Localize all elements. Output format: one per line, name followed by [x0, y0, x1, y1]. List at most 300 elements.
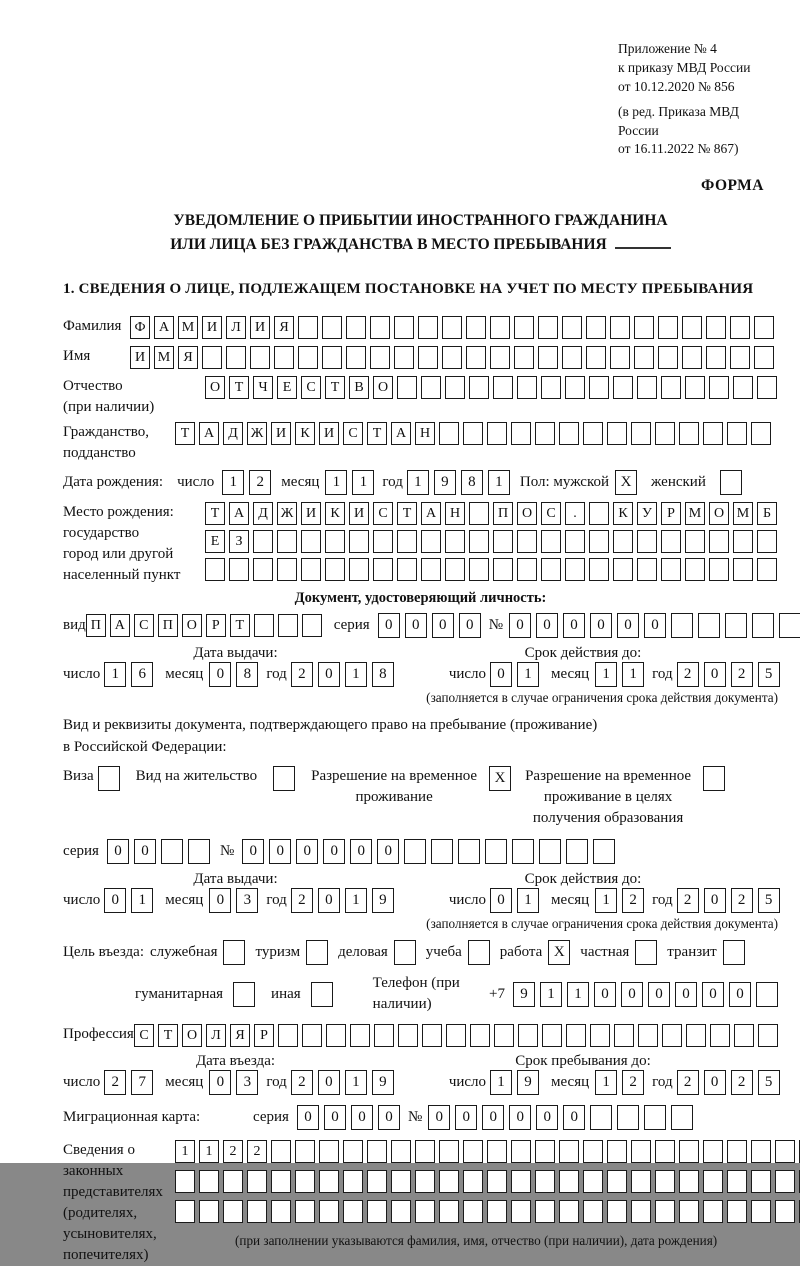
char-cell[interactable]: И	[130, 346, 150, 369]
char-cell[interactable]	[779, 613, 800, 638]
char-cell[interactable]	[397, 530, 417, 553]
char-cell[interactable]: С	[343, 422, 363, 445]
char-cell[interactable]: И	[250, 316, 270, 339]
char-cell[interactable]: 0	[104, 888, 126, 913]
char-cell[interactable]: 0	[318, 888, 340, 913]
char-cell[interactable]: 1	[567, 982, 589, 1007]
char-cell[interactable]: К	[613, 502, 633, 525]
char-cell[interactable]: О	[373, 376, 393, 399]
char-cell[interactable]: О	[709, 502, 729, 525]
char-cell[interactable]: 0	[509, 613, 531, 638]
char-cell[interactable]	[517, 530, 537, 553]
char-cell[interactable]	[586, 346, 606, 369]
char-cell[interactable]	[404, 839, 426, 864]
char-cell[interactable]	[757, 558, 777, 581]
char-cell[interactable]	[439, 1200, 459, 1223]
char-cell[interactable]	[421, 530, 441, 553]
purpose-humanitarian-checkbox[interactable]	[233, 982, 255, 1007]
char-cell[interactable]	[346, 316, 366, 339]
char-cell[interactable]: О	[517, 502, 537, 525]
char-cell[interactable]	[706, 346, 726, 369]
char-cell[interactable]: 0	[324, 1105, 346, 1130]
char-cell[interactable]	[253, 558, 273, 581]
char-cell[interactable]	[319, 1170, 339, 1193]
char-cell[interactable]: 0	[509, 1105, 531, 1130]
purpose-other-checkbox[interactable]	[311, 982, 333, 1007]
char-cell[interactable]	[446, 1024, 466, 1047]
char-cell[interactable]: 1	[352, 470, 374, 495]
char-cell[interactable]	[734, 1024, 754, 1047]
char-cell[interactable]: И	[301, 502, 321, 525]
char-cell[interactable]: К	[295, 422, 315, 445]
char-cell[interactable]	[271, 1140, 291, 1163]
char-cell[interactable]	[671, 1105, 693, 1130]
char-cell[interactable]: Д	[223, 422, 243, 445]
char-cell[interactable]: 5	[758, 662, 780, 687]
char-cell[interactable]	[518, 1024, 538, 1047]
char-cell[interactable]	[562, 316, 582, 339]
char-cell[interactable]	[661, 558, 681, 581]
char-cell[interactable]	[295, 1200, 315, 1223]
char-cell[interactable]	[634, 316, 654, 339]
char-cell[interactable]: 0	[209, 1070, 231, 1095]
char-cell[interactable]: 0	[704, 888, 726, 913]
char-cell[interactable]	[278, 1024, 298, 1047]
char-cell[interactable]	[494, 1024, 514, 1047]
char-cell[interactable]	[431, 839, 453, 864]
char-cell[interactable]	[490, 346, 510, 369]
char-cell[interactable]: 0	[617, 613, 639, 638]
char-cell[interactable]: 1	[325, 470, 347, 495]
char-cell[interactable]	[655, 1200, 675, 1223]
char-cell[interactable]	[493, 376, 513, 399]
char-cell[interactable]: Б	[757, 502, 777, 525]
char-cell[interactable]: 2	[677, 1070, 699, 1095]
char-cell[interactable]: Р	[254, 1024, 274, 1047]
char-cell[interactable]	[493, 530, 513, 553]
char-cell[interactable]: 0	[490, 888, 512, 913]
char-cell[interactable]	[463, 422, 483, 445]
char-cell[interactable]: 5	[758, 1070, 780, 1095]
char-cell[interactable]	[679, 1170, 699, 1193]
char-cell[interactable]: 0	[536, 1105, 558, 1130]
char-cell[interactable]: 2	[291, 888, 313, 913]
char-cell[interactable]	[511, 1200, 531, 1223]
char-cell[interactable]	[349, 558, 369, 581]
char-cell[interactable]	[254, 614, 274, 637]
char-cell[interactable]: 0	[432, 613, 454, 638]
char-cell[interactable]	[613, 376, 633, 399]
char-cell[interactable]	[367, 1170, 387, 1193]
char-cell[interactable]: 1	[517, 662, 539, 687]
purpose-work-checkbox[interactable]: X	[548, 940, 570, 965]
char-cell[interactable]	[730, 316, 750, 339]
char-cell[interactable]	[445, 558, 465, 581]
char-cell[interactable]: У	[637, 502, 657, 525]
char-cell[interactable]	[583, 422, 603, 445]
char-cell[interactable]: 0	[594, 982, 616, 1007]
char-cell[interactable]	[487, 1170, 507, 1193]
char-cell[interactable]	[517, 376, 537, 399]
char-cell[interactable]	[727, 422, 747, 445]
char-cell[interactable]	[775, 1170, 795, 1193]
char-cell[interactable]: 9	[513, 982, 535, 1007]
char-cell[interactable]: И	[349, 502, 369, 525]
char-cell[interactable]	[301, 558, 321, 581]
purpose-study-checkbox[interactable]	[468, 940, 490, 965]
char-cell[interactable]	[541, 558, 561, 581]
char-cell[interactable]	[607, 1200, 627, 1223]
char-cell[interactable]: 1	[622, 662, 644, 687]
char-cell[interactable]: Р	[661, 502, 681, 525]
char-cell[interactable]	[541, 530, 561, 553]
char-cell[interactable]	[706, 316, 726, 339]
char-cell[interactable]	[421, 558, 441, 581]
char-cell[interactable]	[161, 839, 183, 864]
char-cell[interactable]	[589, 376, 609, 399]
char-cell[interactable]: 0	[378, 613, 400, 638]
char-cell[interactable]: 1	[131, 888, 153, 913]
char-cell[interactable]	[326, 1024, 346, 1047]
char-cell[interactable]: 0	[729, 982, 751, 1007]
char-cell[interactable]	[418, 316, 438, 339]
char-cell[interactable]	[295, 1140, 315, 1163]
char-cell[interactable]	[610, 316, 630, 339]
char-cell[interactable]: 7	[131, 1070, 153, 1095]
char-cell[interactable]: 2	[731, 662, 753, 687]
char-cell[interactable]	[247, 1200, 267, 1223]
char-cell[interactable]	[589, 530, 609, 553]
char-cell[interactable]	[590, 1105, 612, 1130]
char-cell[interactable]	[278, 614, 298, 637]
char-cell[interactable]	[679, 1200, 699, 1223]
char-cell[interactable]: А	[110, 614, 130, 637]
char-cell[interactable]: Т	[325, 376, 345, 399]
char-cell[interactable]	[512, 839, 534, 864]
char-cell[interactable]	[727, 1170, 747, 1193]
sex-female-checkbox[interactable]	[720, 470, 742, 495]
char-cell[interactable]	[442, 346, 462, 369]
char-cell[interactable]: 0	[209, 888, 231, 913]
char-cell[interactable]	[709, 376, 729, 399]
char-cell[interactable]: С	[134, 614, 154, 637]
char-cell[interactable]	[682, 346, 702, 369]
char-cell[interactable]	[349, 530, 369, 553]
char-cell[interactable]	[661, 376, 681, 399]
char-cell[interactable]	[535, 422, 555, 445]
char-cell[interactable]	[679, 422, 699, 445]
char-cell[interactable]: 1	[104, 662, 126, 687]
residence-permit-checkbox[interactable]	[273, 766, 295, 791]
char-cell[interactable]: А	[391, 422, 411, 445]
char-cell[interactable]	[415, 1200, 435, 1223]
char-cell[interactable]	[391, 1140, 411, 1163]
char-cell[interactable]	[487, 1200, 507, 1223]
char-cell[interactable]	[583, 1170, 603, 1193]
char-cell[interactable]	[610, 346, 630, 369]
char-cell[interactable]	[319, 1140, 339, 1163]
char-cell[interactable]	[559, 1170, 579, 1193]
char-cell[interactable]	[188, 839, 210, 864]
char-cell[interactable]	[422, 1024, 442, 1047]
char-cell[interactable]: 8	[461, 470, 483, 495]
char-cell[interactable]	[751, 422, 771, 445]
char-cell[interactable]	[565, 558, 585, 581]
char-cell[interactable]: 1	[175, 1140, 195, 1163]
char-cell[interactable]	[613, 558, 633, 581]
char-cell[interactable]	[199, 1200, 219, 1223]
char-cell[interactable]	[658, 316, 678, 339]
purpose-private-checkbox[interactable]	[635, 940, 657, 965]
char-cell[interactable]: О	[182, 1024, 202, 1047]
char-cell[interactable]	[644, 1105, 666, 1130]
char-cell[interactable]	[710, 1024, 730, 1047]
char-cell[interactable]: 2	[622, 888, 644, 913]
char-cell[interactable]	[658, 346, 678, 369]
char-cell[interactable]	[751, 1140, 771, 1163]
char-cell[interactable]	[686, 1024, 706, 1047]
char-cell[interactable]	[566, 839, 588, 864]
char-cell[interactable]	[607, 1140, 627, 1163]
char-cell[interactable]	[614, 1024, 634, 1047]
char-cell[interactable]: 2	[291, 1070, 313, 1095]
char-cell[interactable]	[709, 530, 729, 553]
char-cell[interactable]: Т	[230, 614, 250, 637]
char-cell[interactable]: В	[349, 376, 369, 399]
char-cell[interactable]: О	[205, 376, 225, 399]
char-cell[interactable]	[223, 1170, 243, 1193]
char-cell[interactable]	[593, 839, 615, 864]
char-cell[interactable]	[469, 530, 489, 553]
char-cell[interactable]	[752, 613, 774, 638]
char-cell[interactable]: 1	[345, 662, 367, 687]
char-cell[interactable]	[274, 346, 294, 369]
char-cell[interactable]: 9	[372, 888, 394, 913]
char-cell[interactable]: 2	[731, 888, 753, 913]
char-cell[interactable]: 1	[488, 470, 510, 495]
char-cell[interactable]: 0	[318, 662, 340, 687]
char-cell[interactable]: 5	[758, 888, 780, 913]
char-cell[interactable]: 0	[297, 1105, 319, 1130]
char-cell[interactable]	[607, 422, 627, 445]
char-cell[interactable]	[466, 346, 486, 369]
char-cell[interactable]: 2	[223, 1140, 243, 1163]
purpose-transit-checkbox[interactable]	[723, 940, 745, 965]
char-cell[interactable]: 0	[536, 613, 558, 638]
char-cell[interactable]: 8	[372, 662, 394, 687]
char-cell[interactable]	[562, 346, 582, 369]
char-cell[interactable]: 2	[291, 662, 313, 687]
char-cell[interactable]	[277, 530, 297, 553]
purpose-official-checkbox[interactable]	[223, 940, 245, 965]
char-cell[interactable]	[175, 1200, 195, 1223]
char-cell[interactable]	[418, 346, 438, 369]
char-cell[interactable]	[517, 558, 537, 581]
char-cell[interactable]: А	[229, 502, 249, 525]
char-cell[interactable]: С	[301, 376, 321, 399]
char-cell[interactable]	[751, 1170, 771, 1193]
char-cell[interactable]: Н	[415, 422, 435, 445]
char-cell[interactable]: 8	[236, 662, 258, 687]
char-cell[interactable]: 1	[517, 888, 539, 913]
char-cell[interactable]	[442, 316, 462, 339]
char-cell[interactable]	[271, 1200, 291, 1223]
char-cell[interactable]	[445, 530, 465, 553]
char-cell[interactable]: 0	[704, 1070, 726, 1095]
char-cell[interactable]	[487, 422, 507, 445]
char-cell[interactable]: 1	[595, 662, 617, 687]
char-cell[interactable]	[458, 839, 480, 864]
purpose-business-checkbox[interactable]	[394, 940, 416, 965]
char-cell[interactable]: 1	[199, 1140, 219, 1163]
char-cell[interactable]	[703, 1170, 723, 1193]
char-cell[interactable]: И	[271, 422, 291, 445]
char-cell[interactable]	[247, 1170, 267, 1193]
char-cell[interactable]	[589, 558, 609, 581]
char-cell[interactable]	[298, 346, 318, 369]
char-cell[interactable]	[607, 1170, 627, 1193]
char-cell[interactable]	[685, 376, 705, 399]
char-cell[interactable]: Я	[274, 316, 294, 339]
char-cell[interactable]	[703, 1140, 723, 1163]
char-cell[interactable]	[559, 1200, 579, 1223]
char-cell[interactable]	[538, 316, 558, 339]
char-cell[interactable]	[415, 1170, 435, 1193]
char-cell[interactable]: Т	[229, 376, 249, 399]
char-cell[interactable]: 1	[407, 470, 429, 495]
char-cell[interactable]: 2	[247, 1140, 267, 1163]
char-cell[interactable]: 0	[428, 1105, 450, 1130]
char-cell[interactable]	[655, 422, 675, 445]
char-cell[interactable]	[775, 1140, 795, 1163]
char-cell[interactable]: Т	[175, 422, 195, 445]
char-cell[interactable]: Т	[397, 502, 417, 525]
char-cell[interactable]: 0	[563, 1105, 585, 1130]
char-cell[interactable]	[613, 530, 633, 553]
char-cell[interactable]	[637, 530, 657, 553]
char-cell[interactable]: 0	[323, 839, 345, 864]
char-cell[interactable]: 1	[490, 1070, 512, 1095]
char-cell[interactable]	[565, 376, 585, 399]
char-cell[interactable]	[205, 558, 225, 581]
char-cell[interactable]	[439, 1140, 459, 1163]
char-cell[interactable]	[469, 502, 489, 525]
char-cell[interactable]	[487, 1140, 507, 1163]
char-cell[interactable]: 0	[378, 1105, 400, 1130]
char-cell[interactable]	[542, 1024, 562, 1047]
char-cell[interactable]	[511, 1140, 531, 1163]
char-cell[interactable]	[682, 316, 702, 339]
char-cell[interactable]	[253, 530, 273, 553]
char-cell[interactable]: 0	[318, 1070, 340, 1095]
char-cell[interactable]	[370, 346, 390, 369]
char-cell[interactable]: А	[421, 502, 441, 525]
char-cell[interactable]	[662, 1024, 682, 1047]
char-cell[interactable]: Т	[367, 422, 387, 445]
char-cell[interactable]	[325, 558, 345, 581]
char-cell[interactable]: К	[325, 502, 345, 525]
char-cell[interactable]: М	[154, 346, 174, 369]
char-cell[interactable]	[374, 1024, 394, 1047]
char-cell[interactable]	[470, 1024, 490, 1047]
char-cell[interactable]: Ч	[253, 376, 273, 399]
char-cell[interactable]	[661, 530, 681, 553]
char-cell[interactable]: 9	[517, 1070, 539, 1095]
char-cell[interactable]: Т	[205, 502, 225, 525]
char-cell[interactable]	[756, 982, 778, 1007]
char-cell[interactable]: М	[685, 502, 705, 525]
char-cell[interactable]: 2	[622, 1070, 644, 1095]
char-cell[interactable]: .	[565, 502, 585, 525]
purpose-tourism-checkbox[interactable]	[306, 940, 328, 965]
char-cell[interactable]: 1	[595, 1070, 617, 1095]
char-cell[interactable]	[469, 558, 489, 581]
char-cell[interactable]	[751, 1200, 771, 1223]
char-cell[interactable]	[535, 1200, 555, 1223]
char-cell[interactable]: 1	[595, 888, 617, 913]
char-cell[interactable]	[685, 530, 705, 553]
char-cell[interactable]	[709, 558, 729, 581]
char-cell[interactable]	[301, 530, 321, 553]
char-cell[interactable]	[637, 376, 657, 399]
char-cell[interactable]	[733, 376, 753, 399]
char-cell[interactable]: 0	[490, 662, 512, 687]
char-cell[interactable]: 0	[482, 1105, 504, 1130]
char-cell[interactable]: 3	[236, 888, 258, 913]
char-cell[interactable]	[391, 1200, 411, 1223]
char-cell[interactable]	[322, 346, 342, 369]
char-cell[interactable]	[346, 346, 366, 369]
char-cell[interactable]: 0	[621, 982, 643, 1007]
char-cell[interactable]: 0	[455, 1105, 477, 1130]
char-cell[interactable]	[757, 530, 777, 553]
char-cell[interactable]	[514, 316, 534, 339]
char-cell[interactable]	[727, 1140, 747, 1163]
char-cell[interactable]: З	[229, 530, 249, 553]
char-cell[interactable]	[302, 614, 322, 637]
char-cell[interactable]	[565, 530, 585, 553]
char-cell[interactable]	[511, 1170, 531, 1193]
char-cell[interactable]	[325, 530, 345, 553]
char-cell[interactable]: 3	[236, 1070, 258, 1095]
char-cell[interactable]: Е	[277, 376, 297, 399]
char-cell[interactable]: М	[733, 502, 753, 525]
char-cell[interactable]	[343, 1170, 363, 1193]
char-cell[interactable]	[394, 346, 414, 369]
char-cell[interactable]	[367, 1200, 387, 1223]
char-cell[interactable]	[535, 1140, 555, 1163]
char-cell[interactable]	[490, 316, 510, 339]
char-cell[interactable]	[343, 1140, 363, 1163]
char-cell[interactable]	[758, 1024, 778, 1047]
char-cell[interactable]	[226, 346, 246, 369]
sex-male-checkbox[interactable]: X	[615, 470, 637, 495]
char-cell[interactable]	[733, 558, 753, 581]
char-cell[interactable]: 0	[648, 982, 670, 1007]
char-cell[interactable]: 0	[563, 613, 585, 638]
char-cell[interactable]: И	[202, 316, 222, 339]
char-cell[interactable]	[463, 1170, 483, 1193]
char-cell[interactable]: 0	[377, 839, 399, 864]
char-cell[interactable]	[485, 839, 507, 864]
char-cell[interactable]: 9	[372, 1070, 394, 1095]
temp-permit-checkbox[interactable]: X	[489, 766, 511, 791]
char-cell[interactable]: А	[199, 422, 219, 445]
char-cell[interactable]	[754, 346, 774, 369]
char-cell[interactable]: Л	[226, 316, 246, 339]
char-cell[interactable]	[757, 376, 777, 399]
char-cell[interactable]	[679, 1140, 699, 1163]
